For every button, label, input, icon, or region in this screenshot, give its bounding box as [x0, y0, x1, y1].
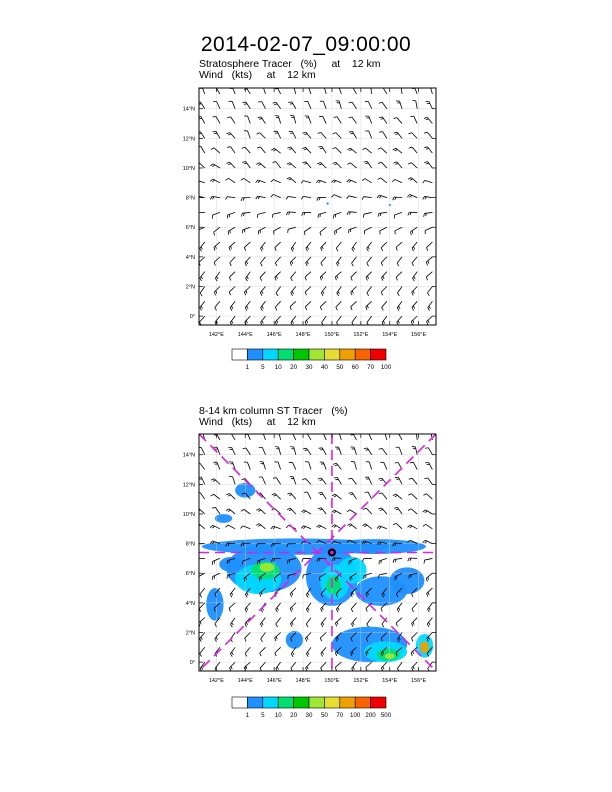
wind-barb: [321, 603, 327, 612]
tracer-contour-14: [420, 641, 429, 653]
wind-barb: [379, 493, 387, 499]
wind-barb: [363, 508, 372, 514]
tracer-contour-22: [219, 557, 242, 572]
wind-barb: [347, 510, 357, 514]
x-tick-label: 146°E: [266, 678, 282, 684]
wind-barb: [290, 588, 296, 597]
wind-barb: [395, 477, 402, 484]
wind-barb: [318, 492, 326, 499]
wind-barb: [196, 524, 205, 529]
wind-barb: [366, 662, 372, 671]
wind-barb: [229, 603, 235, 612]
colorbar-label-4: 30: [305, 712, 313, 719]
wind-barb: [275, 647, 281, 656]
wind-barb: [366, 462, 372, 470]
wind-barb: [318, 508, 326, 514]
x-tick-label: 144°E: [237, 332, 253, 338]
panel1-subtitle-line2: Wind (kts) at 12 km: [199, 69, 316, 81]
wind-barb: [306, 588, 311, 597]
wind-barb: [287, 508, 296, 514]
wind-barb: [287, 493, 295, 499]
wind-barb: [396, 618, 402, 627]
colorbar-label-1: 5: [261, 364, 265, 371]
wind-barb: [352, 662, 357, 671]
wind-barb: [348, 478, 356, 484]
y-tick-label: 8°N: [185, 195, 195, 202]
wind-barb: [259, 432, 265, 440]
wind-barb: [362, 524, 371, 529]
wind-barb: [397, 603, 402, 612]
wind-barb: [259, 477, 266, 484]
colorbar-label-3: 20: [290, 364, 298, 371]
wind-barb: [245, 618, 250, 627]
wind-barb: [271, 526, 281, 529]
wind-barb: [199, 603, 205, 612]
wind-barb: [210, 525, 220, 528]
wind-barb: [245, 647, 250, 656]
wind-barb: [397, 662, 402, 671]
wind-barb: [423, 494, 432, 499]
y-tick-label: 4°N: [185, 254, 195, 261]
wind-barb: [319, 448, 326, 455]
wind-barb: [318, 478, 326, 484]
colorbar-swatch-2: [263, 697, 278, 708]
wind-barb: [256, 524, 265, 529]
wind-barb: [245, 603, 250, 612]
colorbar-label-6: 50: [336, 364, 344, 371]
x-tick-label: 156°E: [411, 678, 427, 684]
wind-barb: [332, 494, 341, 499]
wind-barb: [412, 662, 418, 671]
y-tick-label: 14°N: [182, 106, 195, 113]
wind-barb: [244, 462, 250, 469]
wind-barb: [195, 558, 204, 561]
wind-barb: [306, 618, 311, 627]
wind-barb: [291, 662, 296, 671]
wind-barb: [351, 447, 357, 455]
wind-barb: [260, 462, 266, 470]
wind-barb: [423, 540, 433, 543]
x-tick-label: 146°E: [266, 332, 282, 338]
wind-barb: [424, 558, 432, 563]
wind-barb: [408, 558, 417, 561]
wind-barb: [332, 525, 342, 529]
x-tick-label: 144°E: [237, 678, 253, 684]
wind-barb: [301, 526, 311, 529]
wind-barb: [243, 448, 251, 455]
wind-barb: [215, 662, 220, 671]
wind-barb: [256, 509, 265, 514]
wind-barb: [321, 618, 326, 627]
wind-barb: [260, 647, 266, 656]
wind-barb: [393, 523, 402, 528]
wind-barb: [290, 603, 296, 612]
wind-barb: [306, 603, 311, 612]
y-tick-label: 6°N: [185, 225, 195, 232]
wind-barb: [379, 448, 387, 454]
x-tick-label: 150°E: [324, 678, 340, 684]
colorbar-label-9: 100: [380, 364, 392, 371]
panel2-subtitle-line2: Wind (kts) at 12 km: [199, 416, 316, 428]
wind-barb: [230, 588, 235, 597]
wind-barb: [276, 603, 281, 612]
wind-barb: [410, 462, 417, 469]
storm-center-dot: [330, 551, 334, 555]
wind-barb: [428, 603, 433, 612]
colorbar-label-9: 500: [380, 712, 392, 719]
wind-barb: [427, 618, 432, 627]
wind-barb: [335, 618, 341, 627]
wind-barb: [412, 618, 418, 627]
wind-barb: [427, 588, 433, 597]
wind-barb: [411, 632, 417, 641]
colorbar-label-2: 10: [274, 712, 282, 719]
wind-barb: [321, 647, 326, 656]
wind-barb: [409, 478, 417, 484]
y-tick-label: 2°N: [185, 284, 195, 291]
wind-barb: [334, 477, 342, 484]
wind-barb: [381, 432, 387, 440]
wind-barb: [290, 447, 296, 455]
wind-barb: [260, 662, 265, 671]
wind-barb: [211, 494, 220, 499]
wind-barb: [200, 632, 205, 641]
wind-barb: [408, 494, 417, 500]
wind-barb: [275, 632, 281, 641]
wind-barb: [290, 477, 296, 485]
wind-barb: [230, 618, 235, 627]
y-tick-label: 12°N: [182, 136, 195, 143]
wind-barb: [276, 618, 281, 627]
wind-barb: [211, 479, 220, 485]
x-tick-label: 152°E: [353, 332, 369, 338]
colorbar-label-7: 60: [351, 364, 359, 371]
wind-barb: [261, 632, 266, 641]
y-tick-label: 4°N: [185, 600, 195, 607]
tracer-contour-19: [390, 567, 425, 594]
wind-barb: [290, 618, 295, 627]
x-tick-label: 154°E: [382, 678, 398, 684]
wind-barb: [302, 479, 311, 485]
wind-barb: [347, 524, 356, 529]
colorbar-swatch-9: [371, 697, 386, 708]
colorbar-label-2: 10: [274, 364, 282, 371]
y-tick-label: 10°N: [182, 511, 195, 518]
wind-barb: [306, 662, 311, 671]
wind-barb: [367, 618, 372, 627]
wind-barb: [378, 508, 387, 514]
tracer-contour-17: [215, 514, 232, 523]
wind-barb: [230, 647, 235, 656]
colorbar-swatch-1: [247, 697, 262, 708]
x-tick-label: 148°E: [295, 332, 311, 338]
colorbar-swatch-0: [232, 697, 247, 708]
wind-barb: [408, 525, 418, 529]
y-tick-label: 12°N: [182, 482, 195, 489]
wind-barb: [215, 632, 220, 641]
colorbar-swatch-8: [355, 697, 370, 708]
wind-barb: [225, 525, 235, 529]
tracer-contour-21: [338, 557, 367, 584]
wind-barb: [305, 462, 311, 470]
wind-barb: [425, 462, 432, 469]
wind-barb: [306, 647, 311, 656]
colorbar-label-4: 30: [305, 364, 313, 371]
wind-barb: [199, 618, 205, 627]
wind-barb: [335, 662, 341, 671]
wind-barb: [380, 462, 387, 469]
x-tick-label: 148°E: [295, 678, 311, 684]
wind-barb: [412, 446, 417, 454]
wind-barb: [321, 662, 327, 671]
wind-barb: [289, 462, 296, 469]
wind-barb: [351, 461, 357, 469]
wind-barb: [425, 448, 432, 455]
colorbar-label-1: 5: [261, 712, 265, 719]
wind-barb: [333, 463, 341, 469]
wind-barb: [379, 558, 387, 564]
colorbar-label-5: 40: [320, 364, 328, 371]
wind-barb: [423, 510, 433, 514]
wind-barb: [275, 447, 281, 455]
wind-barb: [365, 477, 372, 484]
wind-barb: [413, 431, 417, 440]
wind-barb: [412, 603, 417, 612]
wind-barb: [275, 432, 280, 440]
colorbar-label-8: 70: [367, 364, 375, 371]
page-title: 2014-02-07_09:00:00: [200, 33, 412, 56]
wind-barb: [332, 510, 342, 514]
wind-barb: [362, 558, 371, 561]
wind-barb: [259, 447, 266, 454]
wind-barb: [241, 509, 250, 514]
y-tick-label: 14°N: [182, 452, 195, 459]
y-tick-label: 0°: [189, 660, 195, 667]
wind-barb: [364, 448, 372, 455]
colorbar-label-0: 1: [245, 364, 250, 371]
wind-barb: [351, 603, 356, 612]
wind-barb: [275, 462, 281, 470]
wind-barb: [349, 492, 357, 499]
wind-barb: [260, 618, 265, 627]
wind-barb: [230, 662, 236, 671]
colorbar-label-7: 100: [350, 712, 361, 719]
colorbar-swatch-5: [309, 697, 324, 708]
x-tick-label: 156°E: [411, 332, 427, 338]
wind-barb: [377, 526, 387, 529]
wind-barb: [393, 558, 402, 562]
wind-barb: [200, 588, 205, 597]
wind-barb: [394, 507, 402, 514]
wind-barb: [213, 462, 220, 469]
x-tick-label: 154°E: [382, 332, 398, 338]
wind-barb: [226, 494, 235, 500]
wind-barb: [301, 510, 311, 514]
wind-barb: [320, 462, 326, 469]
wind-barb: [229, 477, 235, 485]
wind-barb: [197, 493, 205, 500]
x-tick-label: 152°E: [353, 678, 369, 684]
wind-barb: [272, 494, 281, 500]
y-tick-label: 0°: [189, 314, 195, 321]
wind-barb: [393, 494, 402, 499]
wind-barb: [231, 632, 236, 641]
wind-barb: [423, 524, 433, 528]
colorbar-label-5: 50: [320, 712, 328, 719]
map-plot-area: [195, 431, 436, 671]
colorbar-label-3: 20: [290, 712, 298, 719]
colorbar-swatch-7: [340, 697, 355, 708]
tracer-contour-16: [206, 588, 223, 621]
colorbar-swatch-6: [324, 697, 339, 708]
wind-barb: [228, 448, 235, 455]
colorbar-swatch-3: [278, 697, 293, 708]
colorbar-label-8: 200: [365, 712, 376, 719]
wind-barb: [426, 573, 432, 581]
wind-barb: [304, 492, 311, 499]
wind-barb: [196, 509, 205, 514]
tracer-contour-3: [260, 563, 274, 572]
wind-barb: [396, 447, 402, 454]
wind-barb: [200, 647, 205, 656]
colorbar-label-6: 70: [336, 712, 344, 719]
wind-barb: [335, 447, 341, 455]
panel2-subtitle-line1: 8-14 km column ST Tracer (%): [199, 405, 348, 417]
wind-barb: [226, 509, 235, 514]
x-tick-label: 142°E: [208, 678, 224, 684]
wind-barb: [276, 662, 281, 671]
wind-barb: [424, 478, 432, 485]
x-tick-label: 142°E: [208, 332, 224, 338]
wind-barb: [381, 662, 387, 671]
wind-barb: [305, 632, 311, 641]
y-tick-label: 10°N: [182, 165, 195, 172]
wind-barb: [320, 632, 326, 641]
wind-barb: [245, 632, 251, 641]
colorbar-label-0: 1: [245, 712, 250, 719]
wind-barb: [197, 463, 205, 469]
wind-barb: [365, 492, 372, 499]
colorbar-swatch-4: [294, 697, 309, 708]
y-tick-label: 6°N: [185, 571, 195, 578]
wind-barb: [303, 448, 311, 455]
y-tick-label: 8°N: [185, 541, 195, 548]
wind-barb: [351, 618, 356, 627]
wind-barb: [212, 507, 220, 514]
wind-barb: [316, 525, 326, 529]
x-tick-label: 150°E: [324, 332, 340, 338]
y-tick-label: 2°N: [185, 630, 195, 637]
wind-barb: [408, 509, 417, 514]
panel1-subtitle-line1: Stratosphere Tracer (%) at 12 km: [199, 58, 381, 70]
wind-barb: [335, 432, 341, 440]
